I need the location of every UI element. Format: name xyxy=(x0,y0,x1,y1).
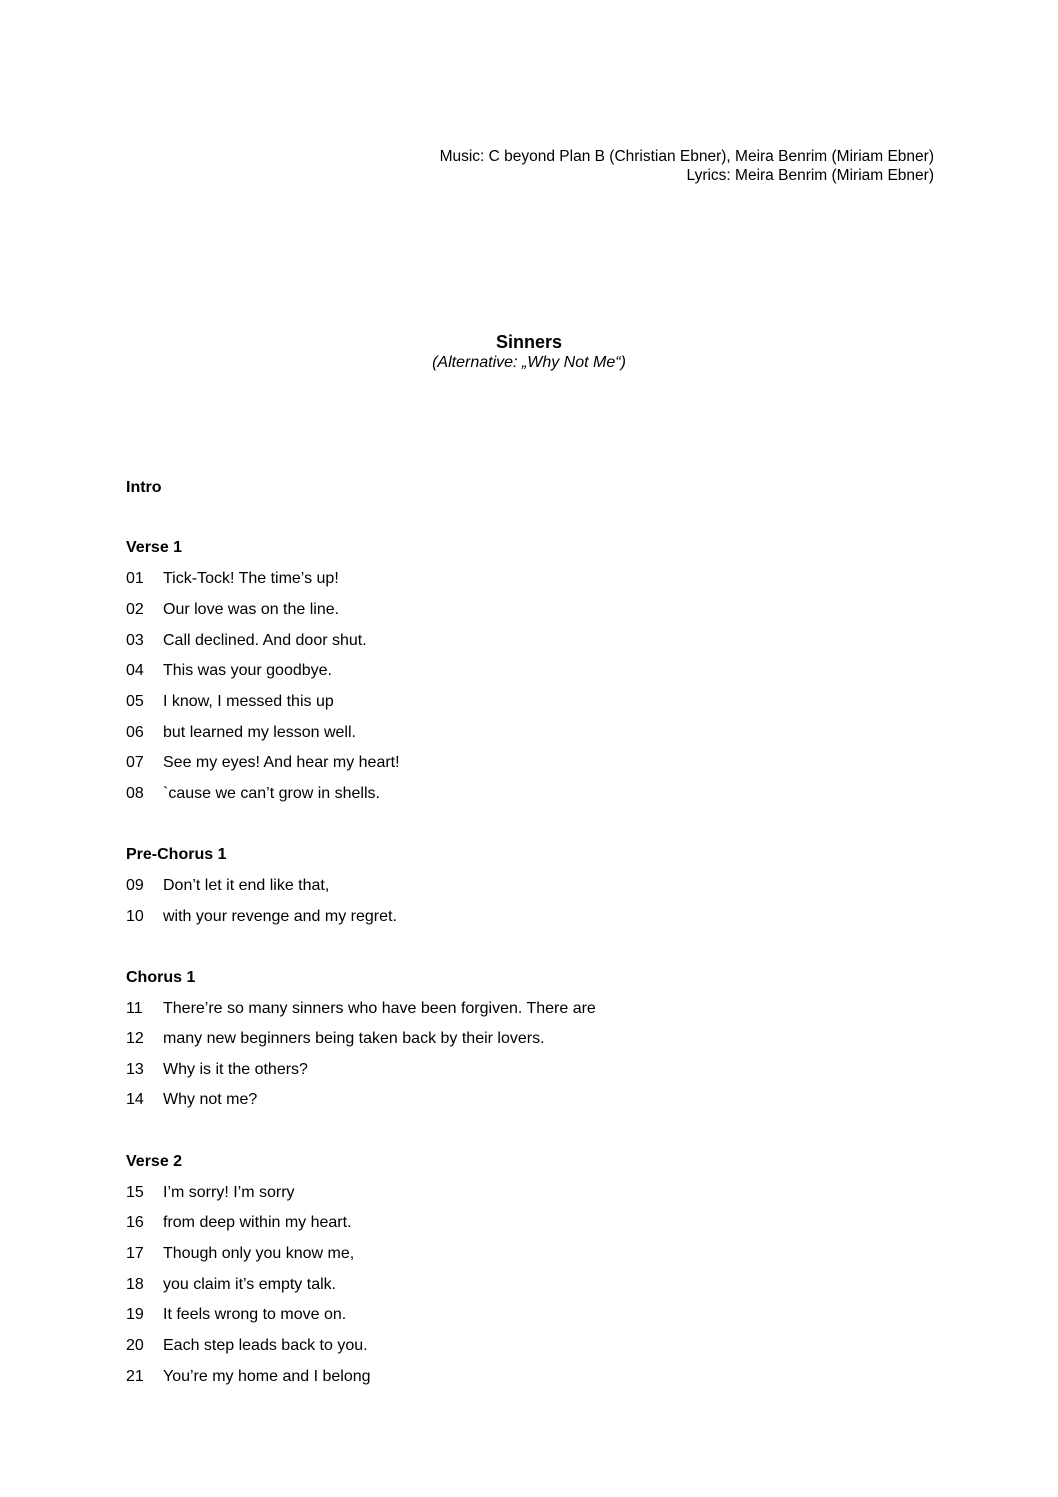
line-number: 04 xyxy=(126,662,144,679)
lyric-line xyxy=(126,723,356,743)
line-number: 16 xyxy=(126,1214,144,1231)
line-text: I know, I messed this up xyxy=(163,693,334,710)
lyric-line xyxy=(126,907,397,927)
lyric-line xyxy=(126,876,329,896)
line-text: You’re my home and I belong xyxy=(163,1368,371,1385)
lyric-line xyxy=(126,661,332,681)
line-text: from deep within my heart. xyxy=(163,1214,352,1231)
line-text: Why not me? xyxy=(163,1091,258,1108)
line-number: 14 xyxy=(126,1091,144,1108)
line-number: 02 xyxy=(126,601,144,618)
line-text: Why is it the others? xyxy=(163,1061,308,1078)
line-text: I’m sorry! I’m sorry xyxy=(163,1184,295,1201)
line-text: This was your goodbye. xyxy=(163,662,332,679)
line-text: See my eyes! And hear my heart! xyxy=(163,754,400,771)
song-title: Sinners xyxy=(495,332,563,352)
line-number: 09 xyxy=(126,877,144,894)
lyric-line xyxy=(126,1183,295,1203)
line-number: 13 xyxy=(126,1061,144,1078)
line-number: 19 xyxy=(126,1306,144,1323)
line-text: `cause we can’t grow in shells. xyxy=(163,785,380,802)
song-alternative-title: (Alternative: „Why Not Me“) xyxy=(432,354,626,371)
line-text: Each step leads back to you. xyxy=(163,1337,368,1354)
line-text: It feels wrong to move on. xyxy=(163,1306,347,1323)
line-text: Though only you know me, xyxy=(163,1245,355,1262)
section-intro: Intro xyxy=(126,479,162,496)
lyrics-credit: Lyrics: Meira Benrim (Miriam Ebner) xyxy=(686,167,934,184)
line-number: 10 xyxy=(126,908,144,925)
line-text: Call declined. And door shut. xyxy=(163,632,367,649)
line-number: 15 xyxy=(126,1184,144,1201)
lyric-line xyxy=(126,1244,354,1264)
lyric-line xyxy=(126,1060,308,1080)
line-number: 18 xyxy=(126,1276,144,1293)
line-number: 07 xyxy=(126,754,144,771)
line-text: you claim it’s empty talk. xyxy=(163,1276,337,1293)
section-pre-chorus-1: Pre-Chorus 1 xyxy=(126,846,227,863)
line-text: Our love was on the line. xyxy=(163,601,340,618)
line-text: Tick-Tock! The time’s up! xyxy=(163,570,339,587)
line-number: 08 xyxy=(126,785,144,802)
line-number: 17 xyxy=(126,1245,144,1262)
line-number: 21 xyxy=(126,1368,144,1385)
line-number: 12 xyxy=(126,1030,144,1047)
lyric-line xyxy=(126,1336,368,1356)
lyric-line xyxy=(126,1367,371,1387)
line-text: Don’t let it end like that, xyxy=(163,877,330,894)
lyric-line xyxy=(126,631,367,651)
lyric-line xyxy=(126,692,334,712)
line-number: 11 xyxy=(126,1000,143,1017)
music-credit: Music: C beyond Plan B (Christian Ebner), Meira Benrim (Miriam Ebner) xyxy=(439,148,934,165)
credits-block xyxy=(440,147,934,185)
lyric-line xyxy=(126,1090,257,1110)
lyric-line xyxy=(126,753,400,773)
line-text: There’re so many sinners who have been forgiven. There are xyxy=(163,1000,596,1017)
line-number: 01 xyxy=(126,570,144,587)
section-verse-2: Verse 2 xyxy=(126,1153,183,1170)
lyric-line xyxy=(126,1213,352,1233)
section-chorus-1: Chorus 1 xyxy=(126,969,196,986)
lyric-line xyxy=(126,1275,336,1295)
title-block xyxy=(0,331,1058,373)
lyric-line xyxy=(126,600,339,620)
line-number: 20 xyxy=(126,1337,144,1354)
lyric-line xyxy=(126,784,380,804)
line-number: 03 xyxy=(126,632,144,649)
line-number: 06 xyxy=(126,724,144,741)
lyric-line xyxy=(126,569,339,589)
section-verse-1: Verse 1 xyxy=(126,539,183,556)
lyric-line xyxy=(126,999,596,1019)
lyric-line xyxy=(126,1029,545,1049)
line-number: 05 xyxy=(126,693,144,710)
line-text: but learned my lesson well. xyxy=(163,724,356,741)
lyric-line xyxy=(126,1305,346,1325)
line-text: with your revenge and my regret. xyxy=(163,908,397,925)
line-text: many new beginners being taken back by their lovers. xyxy=(163,1030,545,1047)
